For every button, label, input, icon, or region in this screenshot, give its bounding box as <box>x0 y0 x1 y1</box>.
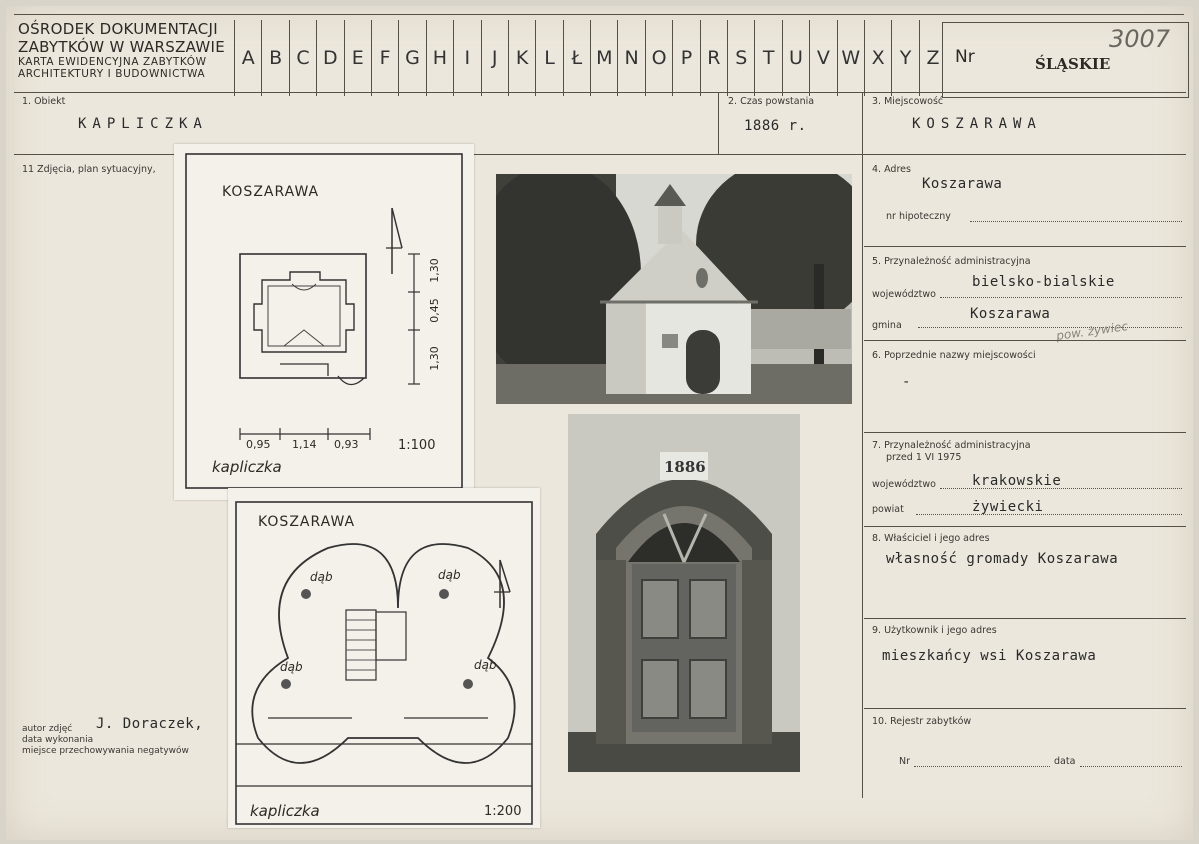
object-label: 1. Obiekt <box>22 96 66 107</box>
index-letter: S <box>727 20 754 96</box>
index-letter: Ł <box>563 20 590 96</box>
owner-value: własność gromady Koszarawa <box>886 551 1119 567</box>
author-label: autor zdjęć <box>22 724 73 734</box>
index-letter: W <box>837 20 864 96</box>
index-letter: K <box>508 20 535 96</box>
index-letter: L <box>535 20 562 96</box>
index-letter: B <box>261 20 288 96</box>
index-letter: U <box>782 20 809 96</box>
date-made-label: data wykonania <box>22 735 94 745</box>
plan-title: KOSZARAWA <box>222 184 320 200</box>
county-note: pow. żywiec <box>1055 319 1129 343</box>
header-rule <box>14 92 1186 93</box>
tree-label-2: dąb <box>438 568 461 582</box>
register-date-label: data <box>1054 756 1076 767</box>
author-value: J. Doraczek, <box>96 716 204 732</box>
plan-caption: kapliczka <box>212 458 282 476</box>
register-nr-label: Nr <box>899 756 911 767</box>
voivodeship-line <box>940 297 1182 298</box>
institution-block <box>18 20 230 80</box>
register-label: 10. Rejestr zabytków <box>872 716 972 727</box>
address-value: Koszarawa <box>922 176 1003 192</box>
index-letter: Z <box>919 20 946 96</box>
floor-plan-sketch <box>174 144 474 500</box>
mortgage-label: nr hipoteczny <box>886 211 951 222</box>
rule-4 <box>864 246 1186 247</box>
width-1: 0,95 <box>246 438 271 451</box>
negatives-label: miejsce przechowywania negatywów <box>22 746 189 756</box>
voivodeship-label: województwo <box>872 289 936 300</box>
index-letter: Y <box>891 20 918 96</box>
district-line <box>916 514 1182 515</box>
index-letter: D <box>316 20 343 96</box>
chapel-photo <box>496 174 852 404</box>
district-label: powiat <box>872 504 904 515</box>
dim-top: 1,30 <box>427 258 441 283</box>
index-letter: G <box>398 20 425 96</box>
admin-label: 5. Przynależność administracyjna <box>872 256 1031 267</box>
index-letter: O <box>645 20 672 96</box>
site-caption: kapliczka <box>250 802 320 820</box>
object-value: KAPLICZKA <box>78 116 208 132</box>
width-3: 0,93 <box>334 438 359 451</box>
org-line-3: KARTA EWIDENCYJNA ZABYTKÓW <box>18 56 207 68</box>
former-names-value: - <box>902 374 911 390</box>
old-voivodeship-line <box>940 488 1182 489</box>
admin-before-date: przed 1 VI 1975 <box>886 452 962 463</box>
index-letter: A <box>234 20 261 96</box>
mortgage-line <box>970 221 1182 222</box>
index-letter: T <box>754 20 781 96</box>
org-line-2: ZABYTKÓW W WARSZAWIE <box>18 38 226 56</box>
index-letter: I <box>453 20 480 96</box>
site-plan-sketch <box>228 488 540 828</box>
index-letter: P <box>672 20 699 96</box>
commune-line <box>918 327 1182 328</box>
top-border <box>14 14 1184 15</box>
plan-scale: 1:100 <box>398 438 436 453</box>
rule-6 <box>864 432 1186 433</box>
divider-v1 <box>718 92 719 154</box>
chapel-photo-image <box>496 174 852 404</box>
rule-8 <box>864 618 1186 619</box>
divider-v2 <box>862 92 863 798</box>
admin-before-label: 7. Przynależność administracyjna <box>872 440 1031 451</box>
index-letter: C <box>289 20 316 96</box>
org-line-4: ARCHITEKTURY I BUDOWNICTWA <box>18 68 206 80</box>
address-label: 4. Adres <box>872 164 911 175</box>
district-value: żywiecki <box>972 499 1044 515</box>
locality-label: 3. Miejscowość <box>872 96 944 107</box>
door-photo <box>568 414 800 772</box>
alphabet-index <box>234 20 946 96</box>
tree-label-4: dąb <box>474 658 497 672</box>
date-label: 2. Czas powstania <box>728 96 815 107</box>
owner-label: 8. Właściciel i jego adres <box>872 533 990 544</box>
site-scale: 1:200 <box>484 804 522 819</box>
region-label: ŚLĄSKIE <box>1035 55 1111 73</box>
old-voivodeship-label: województwo <box>872 479 936 490</box>
index-letter: F <box>371 20 398 96</box>
inventory-card <box>6 6 1193 840</box>
tree-label-1: dąb <box>310 570 333 584</box>
index-letter: M <box>590 20 617 96</box>
card-number: 3007 <box>1109 25 1171 53</box>
user-value: mieszkańcy wsi Koszarawa <box>882 648 1097 664</box>
index-letter: J <box>481 20 508 96</box>
dim-bottom: 1,30 <box>427 346 441 371</box>
voivodeship-value: bielsko-bialskie <box>972 274 1115 290</box>
index-letter: R <box>700 20 727 96</box>
photos-label: 11 Zdjęcia, plan sytuacyjny, <box>22 164 156 175</box>
rule-7 <box>864 526 1186 527</box>
register-date-line <box>1080 766 1182 767</box>
index-letter: V <box>809 20 836 96</box>
nr-label: Nr <box>955 47 975 67</box>
site-title: KOSZARAWA <box>258 514 356 530</box>
door-date: 1886 <box>664 458 706 476</box>
tree-label-3: dąb <box>280 660 303 674</box>
former-names-label: 6. Poprzednie nazwy miejscowości <box>872 350 1036 361</box>
index-letter: E <box>344 20 371 96</box>
date-value: 1886 r. <box>744 118 807 134</box>
register-nr-line <box>914 766 1050 767</box>
user-label: 9. Użytkownik i jego adres <box>872 625 997 636</box>
number-box <box>942 22 1189 98</box>
index-letter: H <box>426 20 453 96</box>
org-line-1: OŚRODEK DOKUMENTACJI <box>18 20 218 38</box>
commune-label: gmina <box>872 320 902 331</box>
rule-9 <box>864 708 1186 709</box>
width-2: 1,14 <box>292 438 317 451</box>
commune-value: Koszarawa <box>970 306 1051 322</box>
rule-5 <box>864 340 1186 341</box>
locality-value: KOSZARAWA <box>912 116 1042 132</box>
dim-middle: 0,45 <box>427 298 441 323</box>
index-letter: X <box>864 20 891 96</box>
old-voivodeship-value: krakowskie <box>972 473 1062 489</box>
index-letter: N <box>617 20 644 96</box>
